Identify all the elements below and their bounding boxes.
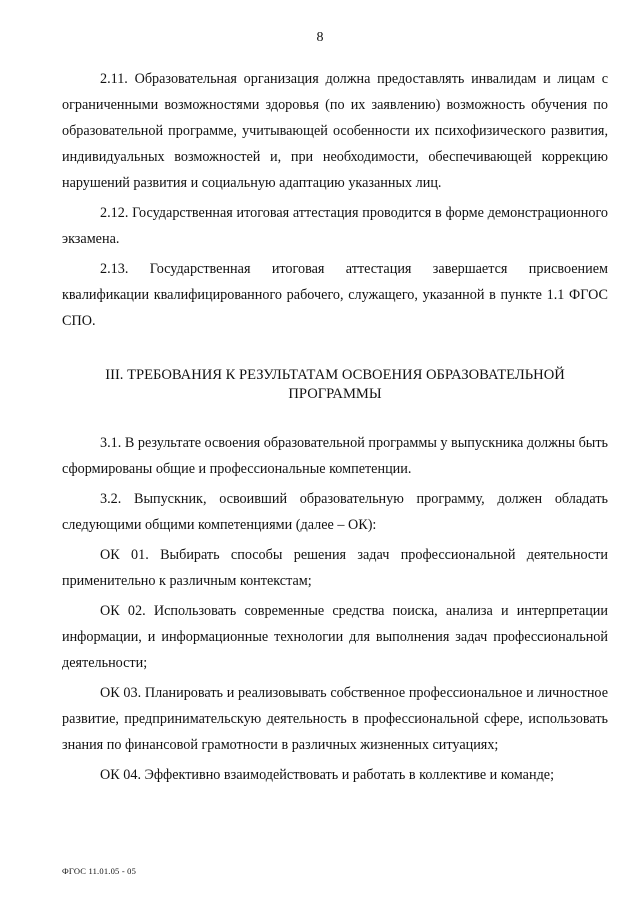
paragraph-3-1: 3.1. В результате освоения образовательной программы у выпускника должны быть сформированы общие и профессиональные компетенции. xyxy=(62,435,608,477)
document-body xyxy=(62,66,608,788)
competency-ok-01: ОК 01. Выбирать способы решения задач профессиональной деятельности применительно к различным контекстам; xyxy=(62,547,608,589)
paragraph-2-13: 2.13. Государственная итоговая аттестация завершается присвоением квалификации квалифицированного рабочего, служащего, указанной в пункте 1.1 ФГОС СПО. xyxy=(62,261,608,329)
competency-ok-04: ОК 04. Эффективно взаимодействовать и работать в коллективе и команде; xyxy=(100,767,555,783)
paragraph-3-2: 3.2. Выпускник, освоивший образовательную программу, должен обладать следующими общими компетенциями (далее – ОК): xyxy=(62,491,608,533)
page-number: 8 xyxy=(316,30,324,45)
section-title: III. ТРЕБОВАНИЯ К РЕЗУЛЬТАТАМ ОСВОЕНИЯ ОБРАЗОВАТЕЛЬНОЙ ПРОГРАММЫ xyxy=(105,367,565,402)
paragraph-2-11: 2.11. Образовательная организация должна предоставлять инвалидам и лицам с ограниченными возможностями здоровья (по их заявлению) возможность обучения по образовательной программе, учитывающей особенности их психофизического развития, индивидуальных возможностей и, при необходимости, обеспечивающей коррекцию нарушений развития и социальную адаптацию указанных лиц. xyxy=(62,71,608,191)
footer-document-code: ФГОС 11.01.05 - 05 xyxy=(62,866,137,876)
competency-ok-03: ОК 03. Планировать и реализовывать собственное профессиональное и личностное развитие, предпринимательскую деятельность в профессиональной сфере, использовать знания по финансовой грамотности в различных жизненных ситуациях; xyxy=(62,685,608,753)
competency-ok-02: ОК 02. Использовать современные средства поиска, анализа и интерпретации информации, и информационные технологии для выполнения задач профессиональной деятельности; xyxy=(62,603,608,671)
paragraph-2-12: 2.12. Государственная итоговая аттестация проводится в форме демонстрационного экзамена. xyxy=(62,205,608,247)
